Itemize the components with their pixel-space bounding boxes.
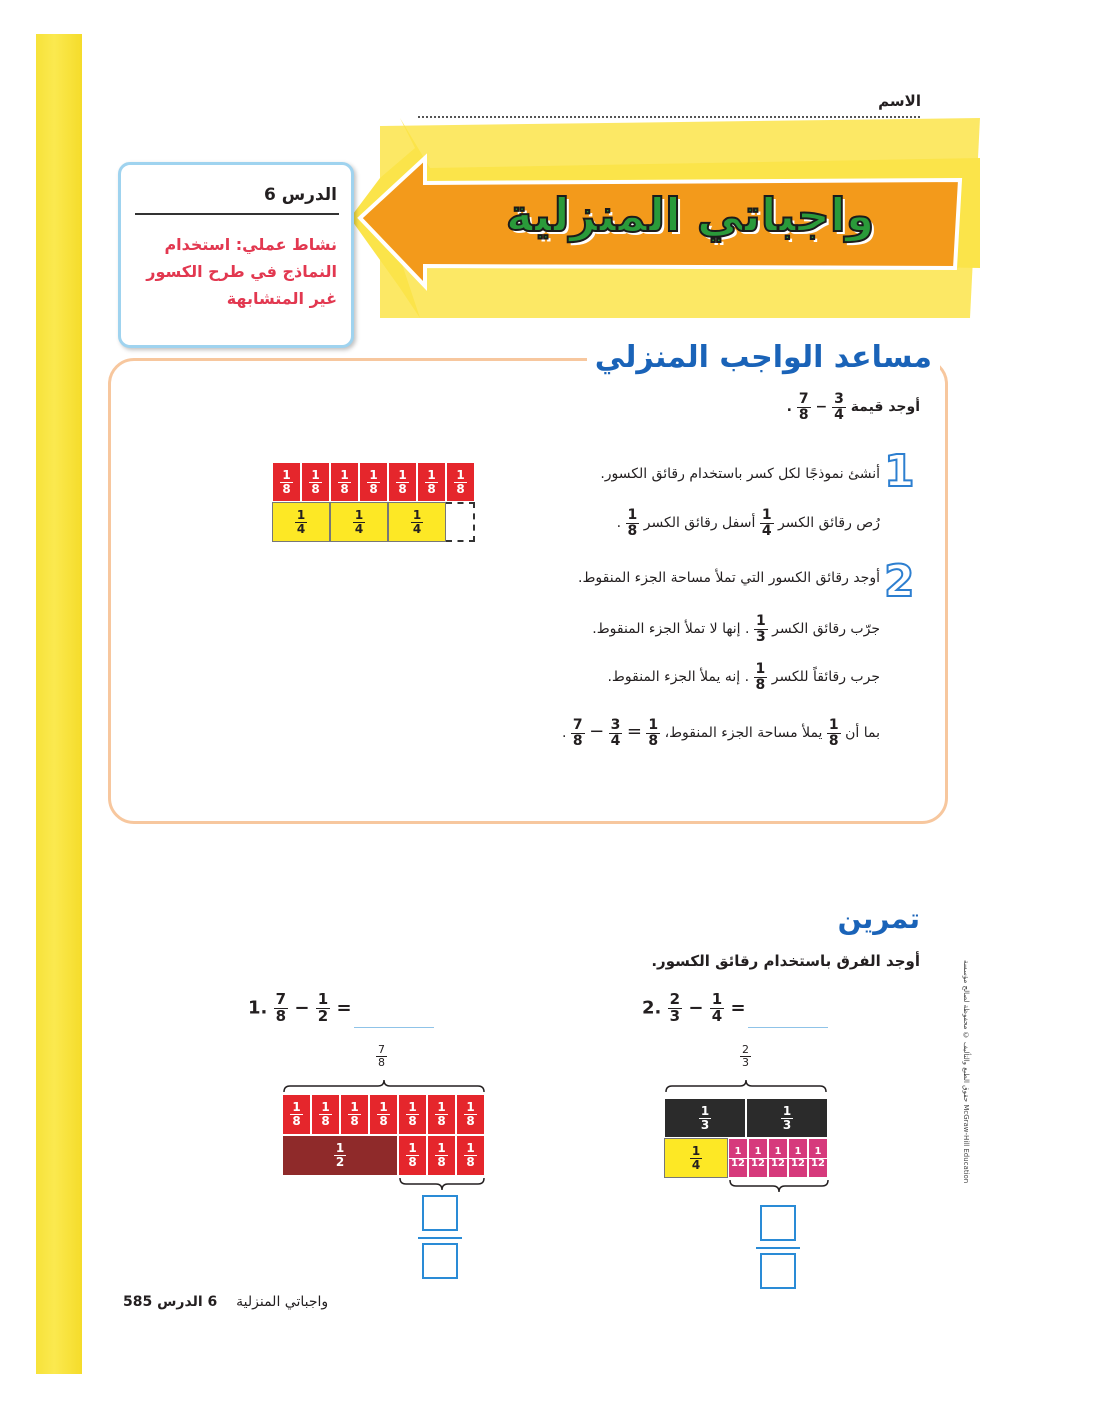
tile-eighth: $\frac{1}{8}$ bbox=[340, 1094, 369, 1135]
bottom-brace-2 bbox=[728, 1178, 830, 1194]
fraction-bar-1 bbox=[418, 1237, 462, 1239]
step-2-number: 2 bbox=[884, 556, 915, 607]
tile-quarter: $\frac{1}{4}$ bbox=[330, 502, 388, 542]
answer-line-1[interactable] bbox=[354, 1027, 434, 1028]
problem-2: 2. $\frac{2}{3}$ − $\frac{1}{4}$ = bbox=[642, 990, 746, 1025]
answer-denominator-box-1[interactable] bbox=[422, 1243, 458, 1279]
lesson-topic: نشاط عملي: استخدام النماذج في طرح الكسور غير المتشابهة bbox=[146, 235, 337, 308]
tile-eighth: $\frac{1}{8}$ bbox=[456, 1094, 485, 1135]
bottom-brace-1 bbox=[398, 1176, 486, 1192]
tile-eighth: $\frac{1}{8}$ bbox=[417, 462, 446, 502]
prompt-period: . bbox=[786, 399, 792, 416]
step2-line3: جرب رقائقاً للكسر $\frac{1}{8}$ . إنه يملأ الجزء المنقوط. bbox=[607, 661, 880, 693]
step1-fraction-model bbox=[272, 462, 478, 542]
homework-helper-box bbox=[108, 358, 948, 824]
prompt-fraction-a: $\frac{3}{4}$ bbox=[834, 391, 844, 423]
tile-quarter: $\frac{1}{4}$ bbox=[388, 502, 446, 542]
tile-eighth: $\frac{1}{8}$ bbox=[398, 1094, 427, 1135]
page-edge-strip bbox=[36, 34, 82, 1374]
prompt-text: أوجد قيمة bbox=[850, 399, 920, 416]
answer-numerator-box-2[interactable] bbox=[760, 1205, 796, 1241]
practice-title: تمرين bbox=[837, 902, 920, 935]
tile-twelfth: $\frac{1}{12}$ bbox=[748, 1138, 768, 1178]
tile-eighth: $\frac{1}{8}$ bbox=[282, 1094, 311, 1135]
lesson-divider bbox=[135, 213, 339, 215]
tile-eighth: $\frac{1}{8}$ bbox=[301, 462, 330, 502]
footer-title: واجباتي المنزلية bbox=[236, 1294, 329, 1310]
page-footer bbox=[123, 1294, 328, 1310]
prompt-fraction-b: $\frac{7}{8}$ bbox=[798, 391, 809, 423]
answer-line-2[interactable] bbox=[748, 1027, 828, 1028]
lesson-number: الدرس 6 bbox=[263, 185, 337, 205]
tile-eighth: $\frac{1}{8}$ bbox=[359, 462, 388, 502]
tile-eighth: $\frac{1}{8}$ bbox=[427, 1094, 456, 1135]
brace-label-2: $\frac{2}{3}$ bbox=[742, 1043, 749, 1069]
page-number: 585 bbox=[123, 1294, 153, 1310]
step-1-number: 1 bbox=[884, 446, 915, 497]
conclusion-line: بما أن $\frac{1}{8}$ يملأ مساحة الجزء المنقوط، $\frac{1}{8}$ = $\frac{3}{4}$ − $\frac{7}{8}$ . bbox=[561, 717, 880, 749]
tile-eighth: $\frac{1}{8}$ bbox=[427, 1135, 456, 1176]
tile-third: $\frac{1}{3}$ bbox=[664, 1098, 746, 1138]
answer-numerator-box-1[interactable] bbox=[422, 1195, 458, 1231]
step1-line2: رُص رقائق الكسر $\frac{1}{4}$ أسفل رقائق الكسر $\frac{1}{8}$ . bbox=[616, 507, 880, 539]
tile-eighth: $\frac{1}{8}$ bbox=[272, 462, 301, 502]
fraction-bar-2 bbox=[756, 1247, 800, 1249]
tile-twelfth: $\frac{1}{12}$ bbox=[788, 1138, 808, 1178]
brace-label-1: $\frac{7}{8}$ bbox=[378, 1043, 385, 1069]
copyright-note: حقوق الطبع والتأليف © محفوظة لصالح مؤسسة McGraw-Hill Education bbox=[962, 960, 970, 1184]
problem2-fraction-model bbox=[664, 1098, 828, 1178]
name-label: الاسم bbox=[878, 92, 921, 110]
tile-eighth: $\frac{1}{8}$ bbox=[369, 1094, 398, 1135]
dotted-gap bbox=[446, 502, 475, 542]
tile-twelfth: $\frac{1}{12}$ bbox=[808, 1138, 828, 1178]
top-brace-2 bbox=[664, 1078, 828, 1094]
top-brace-1 bbox=[282, 1078, 486, 1094]
prompt-operator: − bbox=[815, 399, 828, 416]
step2-line1: أوجد رقائق الكسور التي تملأ مساحة الجزء المنقوط. bbox=[578, 570, 880, 586]
problem-1: 1. $\frac{7}{8}$ − $\frac{1}{2}$ = bbox=[248, 990, 352, 1025]
tile-twelfth: $\frac{1}{12}$ bbox=[728, 1138, 748, 1178]
tile-half: $\frac{1}{2}$ bbox=[282, 1135, 398, 1176]
lesson-card bbox=[118, 162, 354, 348]
tile-eighth: $\frac{1}{8}$ bbox=[398, 1135, 427, 1176]
helper-prompt bbox=[787, 392, 920, 422]
tile-eighth: $\frac{1}{8}$ bbox=[311, 1094, 340, 1135]
tile-third: $\frac{1}{3}$ bbox=[746, 1098, 828, 1138]
homework-title: واجباتي المنزلية bbox=[505, 188, 875, 242]
tile-quarter: $\frac{1}{4}$ bbox=[272, 502, 330, 542]
tile-twelfth: $\frac{1}{12}$ bbox=[768, 1138, 788, 1178]
step2-line2: جرّب رقائق الكسر $\frac{1}{3}$ . إنها لا تملأ الجزء المنقوط. bbox=[592, 613, 880, 645]
footer-lesson-no: 6 bbox=[207, 1294, 218, 1310]
tile-eighth: $\frac{1}{8}$ bbox=[330, 462, 359, 502]
problem1-fraction-model bbox=[282, 1094, 486, 1176]
practice-instruction: أوجد الفرق باستخدام رقائق الكسور. bbox=[651, 952, 920, 970]
tile-quarter: $\frac{1}{4}$ bbox=[664, 1138, 728, 1178]
tile-eighth: $\frac{1}{8}$ bbox=[388, 462, 417, 502]
answer-denominator-box-2[interactable] bbox=[760, 1253, 796, 1289]
footer-lesson: الدرس bbox=[157, 1294, 203, 1310]
step1-line1: أنشئ نموذجًا لكل كسر باستخدام رقائق الكسور. bbox=[600, 466, 880, 482]
helper-title: مساعد الواجب المنزلي bbox=[587, 340, 940, 375]
tile-eighth: $\frac{1}{8}$ bbox=[446, 462, 475, 502]
tile-eighth: $\frac{1}{8}$ bbox=[456, 1135, 485, 1176]
